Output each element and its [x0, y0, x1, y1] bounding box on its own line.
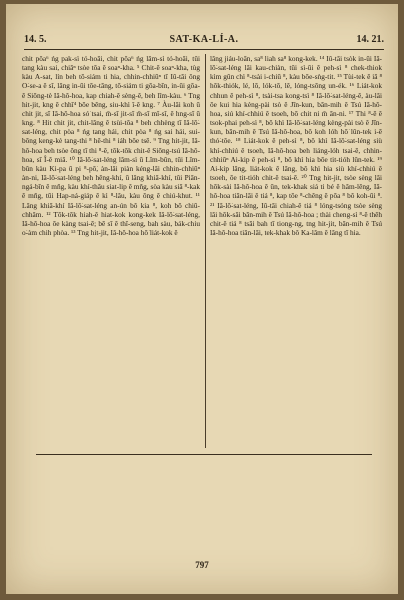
left-column-text: chit pôa⁶ ńg pak-sì tó-hoāi, chit pôa⁶ ńg lâm-sì tó-hoāi, tûi tang kàu sai, chiâⁿ tsòe tōa ê soaⁿ-kha. ⁵ Chit-ê soaⁿ-kha, tùg kàu A-sat, lín beh tō-siám ti hia, chhin-chhiūⁿ tī Iû-tāi ông O͘-se-a ê sî, lâng in-ūi tōe-tāng, tō-siám ti gōa-bīn, in-ūi gōa-ê Siōng-tè Iâ-hô-hoa, kap chiah-ê sèng-ê, beh lîm-kàu. ⁶ Tng hit-jit, kng ê chhī⁴ bōe bêng, siu-khì î-ê kng. ⁷ Àu-lâi koh ū chit jit, sī Iâ-hô-hoa só͘ tsai, m̄-sī jit-sī m̄-sī mî-sî, ê hng-sī ū kng. ⁸ Hit chit jit, chit-lâng ê tsùi-tōa ⁸ beh chhèng tī Iâ-lō͘-sat-léng, chit pòa ⁸ ńg tang hái, chit pòa ⁸ ńg sai hái, sui-bōng keng-kè tang-thi ⁸ hê-thi ⁸ iáh bōe tsē. ⁹ Tng hit-jit, Iâ-hô-hoa beh tsòe ông tī thi ⁸-ê, tōk-tōk chit-ê Siōng-tsú Iâ-hô-hoa, sī Î-ê miâ. ¹⁰ Iâ-lō͘-sat-léng lâm-sì ū Lîm-bûn, tūi Lîm-bûn kàu Ki-pa ū pi ⁸-pō͘, àn-lâi piàn kéng-lâi chhin-chhiūⁿ àn-ni, Iâ-lō͘-sat-léng beh hêng-khí, ū lâng khiā-khí, tûi Piān-ngá-bīn ê mn̂g, kàu khí-thâu siat-lip ê mn̂g, sòa kàu siā ⁸-kak ê mn̂g, tūi Hap-ná-giáp ê kì ⁸-lâu, kàu ông ê chiú-khut. ¹¹ Lâng khiā-khí Iâ-lō͘-sat-léng an-ún bô kia ⁸, koh bô chiū-chhâm. ¹² Tōk-tōk hiah-ê hiat-kok kong-kek Iâ-lō͘-sat-léng, Iâ-hô-hoa ōe kàng tsai-ē; bē sī ê thî-seng, bah sàu, bák-chiu o͘-àm chih phòa. ¹³ Tng hit-jit, Iâ-hô-hoa hō͘ liát-kok ê — [22, 54, 200, 237]
header-left-ref: 14. 5. — [24, 34, 47, 45]
right-column-text: lâng jiáu-loān, sa⁸ liah sa⁸ kong-kek. ¹⁴ Iû-tāi tsòk in-ūi Iâ-lō͘-sat-léng lâi kau-chiàn, tûi sì-ūi ê peh-sì ⁸ chek-thiok kìm gûn chì ⁸-tsài i-chiū ⁸, kàu bōe-sǹg-tit. ¹⁵ Tùi-tek ê iâ ⁸ hōk-thiók, lé, lō, lók-tō, lê, lóng-tsōng un-ék. ¹⁶ Liát-kok chhun ê peh-sì ⁸, tsài-tsa kong-tsì ⁸ Iâ-lō͘-sat-léng-ê, àu-lâi ōe kui hia kèng-pài tsò ê Jīn-kun, bān-mih ê Tsú Iâ-hô-hoa, siú khí-chhiú ê tsoeh, bō chit ni m̄ ān-ni. ¹⁷ Thi ⁸-ē ê tsok-phai peh-sì ⁸, bô khì Iâ-lō͘-sat-léng kèng-pài tsò ê Jīn-kun, bān-mih ê Tsú Iâ-hô-hoa, bô koh lóh hō͘ lûn-tek i-ē thó͘-tōe. ¹⁸ Liát-kok ê peh-sì ⁸, bô khì Iâ-lō͘-sat-léng siù khí-chhiú ê tsoeh, Iâ-hô-hoa beh liáng-lóh tsai-ē, chhin-chhiūⁿ Ai-kip ê peh-sì ⁸, bô khì hia bōe tit-tióh lûn-tek. ¹⁹ Ai-kip lâng, liát-kok ê lâng, bô khì hia siù khí-chhiú ê tsoeh, ōe tit-tióh chit-ê tsai-ē. ²⁰ Tng hit-jit, tsòe sèng lâi hōk-sài Iâ-hô-hoa ê ūn, tek-khak siá ti bé ê hâm-lêng, Iâ-hô-hoa tiān-lāi ê tiá ⁸, kap tōe ⁸-chêng ê pōa ⁸ bô koh-ūi ⁸. ²¹ Iâ-lō͘-sat-léng, Iû-tāi chiah-ê tiá ⁸ lóng-tsóng tsòe sèng lâi hōk-sāi bān-mih ê Tsú Iâ-hô-hoa ; thài cheng-sì ⁸-ê thêh chit-ê tiá ⁸ tsāi bah tī tiong-ng, tng hit-jit, bān-mih ê Tsú Iâ-hô-hoa tiān-lāi, tek-khak bô Ka-lâm ê lâng tī hia. — [210, 54, 382, 237]
column-divider — [205, 54, 206, 448]
running-header — [24, 34, 384, 50]
header-right-ref: 14. 21. — [356, 34, 384, 45]
header-rule — [24, 49, 384, 50]
left-text-column — [22, 54, 200, 237]
book-page — [6, 4, 398, 594]
bottom-rule — [36, 454, 372, 455]
header-title: SAT-KA-LÍ-A. — [169, 34, 239, 45]
page-number: 797 — [195, 560, 209, 570]
right-text-column — [210, 54, 382, 237]
